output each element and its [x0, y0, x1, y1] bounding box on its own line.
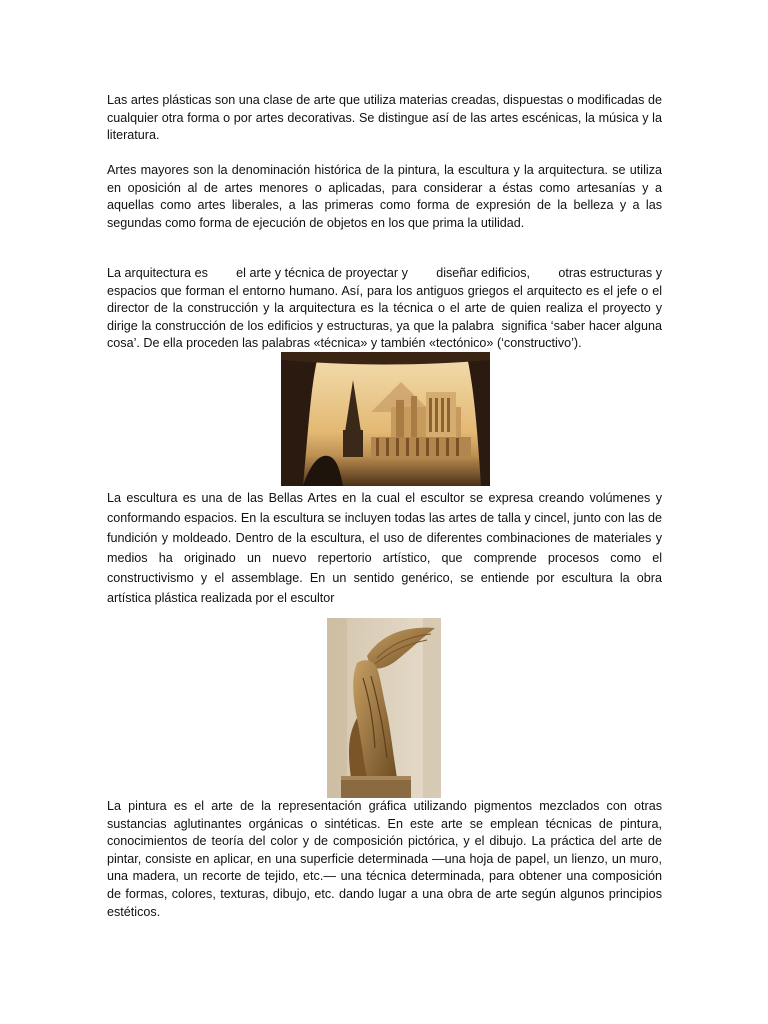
paragraph-pintura: La pintura es el arte de la representación gráfica utilizando pigmentos mezclados con otras sustancias aglutinantes orgánicas o sintéticas. En este arte se emplean técnicas de pintura, conocimientos de teoría del color y de composición pictórica, y el dibujo. La práctica del arte de pintar, consiste en aplicar, en una superficie determinada —una hoja de papel, un lienzo, un muro, una madera, un recorte de tejido, etc.— una técnica determinada, para obtener una composición de formas, colores, texturas, dibujo, etc. dando lugar a una obra de arte según algunos principios estéticos. — [107, 799, 662, 919]
paragraph-artes-plasticas: Las artes plásticas son una clase de arte que utiliza materias creadas, dispuestas o modificadas de cualquier otra forma o por artes decorativas. Se distingue así de las artes escénicas, la música y la literatura. — [107, 93, 662, 142]
paragraph-artes-mayores: Artes mayores son la denominación histórica de la pintura, la escultura y la arquitectura. se utiliza en oposición al de artes menores o aplicadas, para considerar a éstas como artesanías y a aquellas como artes liberales, a las primeras como forma de expresión de la belleza y a las segundas como forma de ejecución de objetos en los que prima la utilidad. — [107, 163, 662, 230]
architecture-painting-image — [281, 352, 490, 486]
winged-victory-sculpture-image — [327, 618, 441, 798]
paragraph-escultura: La escultura es una de las Bellas Artes en la cual el escultor se expresa creando volúmenes y conformando espacios. En la escultura se incluyen todas las artes de talla y cincel, junto con las de fundición y moldeado. Dentro de la escultura, el uso de diferentes combinaciones de materiales y medios ha originado un nuevo repertorio artístico, que comprende procesos como el constructivismo y el assemblage. En un sentido genérico, se entiende por escultura la obra artística plástica realizada por el escultor — [107, 491, 662, 605]
paragraph-arquitectura: La arquitectura es el arte y técnica de proyectar y diseñar edificios, otras estructuras y espacios que forman el entorno humano. Así, para los antiguos griegos el arquitecto es el jefe o el director de la construcción y la arquitectura es la técnica o el arte de quien realiza el proyecto y dirige la construcción de los edificios y estructuras, ya que la palabra significa ‘saber hacer alguna cosa’. De ella proceden las palabras «técnica» y también «tectónico» (‘constructivo’). — [107, 266, 666, 350]
